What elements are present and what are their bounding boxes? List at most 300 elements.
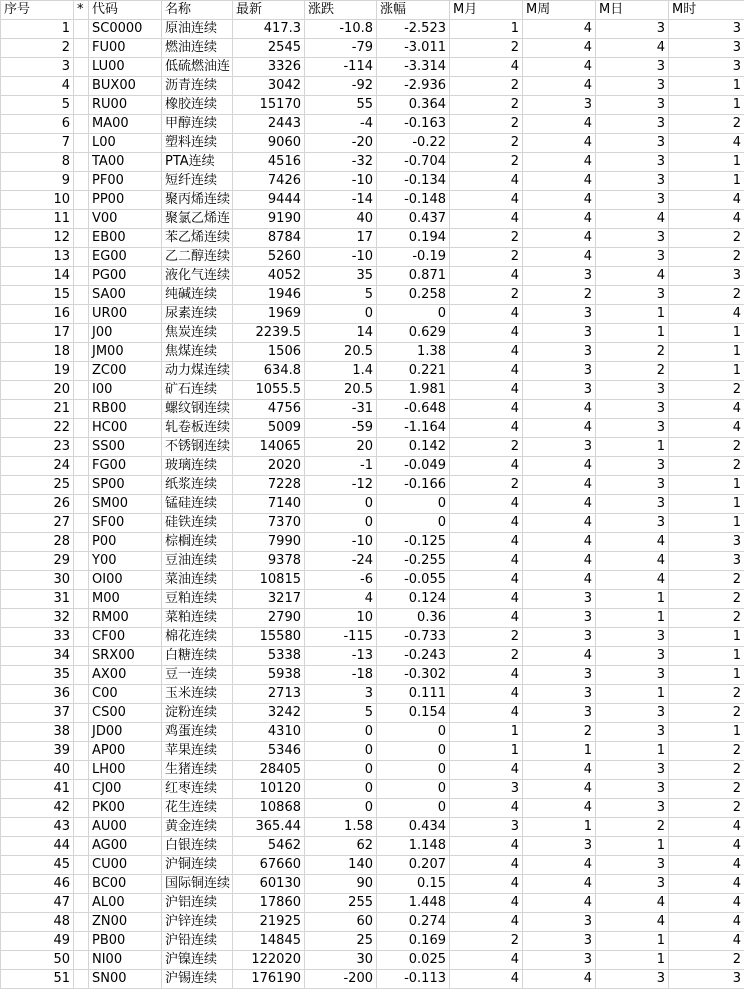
cell-index: 2: [1, 39, 74, 58]
table-row[interactable]: [1, 229, 744, 248]
cell-code: JM00: [89, 343, 162, 362]
table-row[interactable]: [1, 343, 744, 362]
cell-code: AP00: [89, 742, 162, 761]
cell-change: 90: [305, 875, 377, 894]
cell-m-month: 2: [450, 153, 523, 172]
cell-m-month: 4: [450, 495, 523, 514]
table-row[interactable]: [1, 799, 744, 818]
cell-m-hour: 4: [669, 210, 744, 229]
cell-change-pct: 0: [377, 799, 450, 818]
cell-m-day: 3: [596, 115, 669, 134]
cell-code: SC0000: [89, 20, 162, 39]
cell-index: 9: [1, 172, 74, 191]
cell-code: P00: [89, 533, 162, 552]
header-change[interactable]: 涨跌: [305, 1, 377, 20]
cell-change-pct: -0.134: [377, 172, 450, 191]
cell-m-day: 3: [596, 419, 669, 438]
cell-code: AL00: [89, 894, 162, 913]
cell-name: 菜粕连续: [162, 609, 233, 628]
table-row[interactable]: [1, 476, 744, 495]
table-row[interactable]: [1, 590, 744, 609]
cell-star: [74, 780, 89, 799]
cell-m-day: 4: [596, 571, 669, 590]
cell-m-week: 3: [523, 343, 596, 362]
cell-change-pct: -2.523: [377, 20, 450, 39]
cell-m-day: 3: [596, 96, 669, 115]
cell-m-week: 4: [523, 552, 596, 571]
header-m-month[interactable]: M月: [450, 1, 523, 20]
cell-star: [74, 134, 89, 153]
cell-m-hour: 4: [669, 134, 744, 153]
cell-m-week: 4: [523, 875, 596, 894]
cell-m-week: 4: [523, 780, 596, 799]
cell-latest: 9190: [233, 210, 305, 229]
cell-change-pct: 0.434: [377, 818, 450, 837]
cell-star: [74, 267, 89, 286]
cell-m-month: 1: [450, 723, 523, 742]
header-m-day[interactable]: M日: [596, 1, 669, 20]
header-m-hour[interactable]: M时: [669, 1, 744, 20]
cell-index: 15: [1, 286, 74, 305]
header-change-pct[interactable]: 涨幅: [377, 1, 450, 20]
cell-name: 螺纹钢连续: [162, 400, 233, 419]
table-row[interactable]: [1, 324, 744, 343]
table-row[interactable]: [1, 210, 744, 229]
cell-m-day: 1: [596, 609, 669, 628]
table-row[interactable]: [1, 115, 744, 134]
cell-change-pct: 0.15: [377, 875, 450, 894]
cell-m-month: 4: [450, 210, 523, 229]
cell-star: [74, 685, 89, 704]
cell-name: 国际铜连续: [162, 875, 233, 894]
header-code[interactable]: 代码: [89, 1, 162, 20]
cell-m-day: 3: [596, 248, 669, 267]
cell-index: 49: [1, 932, 74, 951]
table-row[interactable]: [1, 875, 744, 894]
cell-m-week: 3: [523, 438, 596, 457]
cell-star: [74, 552, 89, 571]
cell-star: [74, 457, 89, 476]
table-row[interactable]: [1, 172, 744, 191]
cell-m-day: 3: [596, 191, 669, 210]
cell-m-month: 4: [450, 837, 523, 856]
cell-code: FG00: [89, 457, 162, 476]
table-row[interactable]: [1, 20, 744, 39]
table-row[interactable]: [1, 894, 744, 913]
cell-index: 34: [1, 647, 74, 666]
cell-m-hour: 4: [669, 191, 744, 210]
cell-m-hour: 1: [669, 628, 744, 647]
cell-star: [74, 476, 89, 495]
cell-m-month: 4: [450, 856, 523, 875]
cell-index: 32: [1, 609, 74, 628]
table-row[interactable]: [1, 39, 744, 58]
table-row[interactable]: [1, 438, 744, 457]
cell-star: [74, 362, 89, 381]
cell-code: M00: [89, 590, 162, 609]
cell-star: [74, 894, 89, 913]
cell-m-week: 3: [523, 362, 596, 381]
cell-index: 43: [1, 818, 74, 837]
table-row[interactable]: [1, 58, 744, 77]
cell-change-pct: -2.936: [377, 77, 450, 96]
cell-latest: 365.44: [233, 818, 305, 837]
cell-name: 纯碱连续: [162, 286, 233, 305]
cell-change: -79: [305, 39, 377, 58]
cell-code: BC00: [89, 875, 162, 894]
cell-m-hour: 3: [669, 58, 744, 77]
cell-m-day: 3: [596, 704, 669, 723]
cell-name: 鸡蛋连续: [162, 723, 233, 742]
cell-change: -14: [305, 191, 377, 210]
cell-code: JD00: [89, 723, 162, 742]
cell-code: PK00: [89, 799, 162, 818]
cell-name: 动力煤连续: [162, 362, 233, 381]
table-row[interactable]: [1, 495, 744, 514]
cell-name: 沪锡连续: [162, 970, 233, 989]
cell-index: 27: [1, 514, 74, 533]
table-row[interactable]: [1, 419, 744, 438]
cell-change-pct: 0: [377, 761, 450, 780]
cell-m-week: 3: [523, 305, 596, 324]
cell-m-hour: 4: [669, 894, 744, 913]
cell-index: 47: [1, 894, 74, 913]
cell-change-pct: 0.364: [377, 96, 450, 115]
header-latest[interactable]: 最新: [233, 1, 305, 20]
cell-m-month: 4: [450, 894, 523, 913]
cell-m-week: 4: [523, 647, 596, 666]
table-row[interactable]: [1, 685, 744, 704]
cell-name: 原油连续: [162, 20, 233, 39]
cell-m-week: 3: [523, 951, 596, 970]
cell-index: 17: [1, 324, 74, 343]
cell-m-week: 4: [523, 894, 596, 913]
cell-index: 22: [1, 419, 74, 438]
cell-m-hour: 4: [669, 913, 744, 932]
cell-name: 焦炭连续: [162, 324, 233, 343]
cell-code: EG00: [89, 248, 162, 267]
cell-m-week: 4: [523, 248, 596, 267]
table-row[interactable]: [1, 761, 744, 780]
cell-latest: 2020: [233, 457, 305, 476]
cell-name: 沪镍连续: [162, 951, 233, 970]
header-name[interactable]: 名称: [162, 1, 233, 20]
table-row[interactable]: [1, 780, 744, 799]
cell-change: 14: [305, 324, 377, 343]
cell-m-month: 2: [450, 229, 523, 248]
cell-m-day: 1: [596, 324, 669, 343]
cell-m-month: 4: [450, 324, 523, 343]
cell-name: 乙二醇连续: [162, 248, 233, 267]
cell-change: 0: [305, 514, 377, 533]
cell-index: 11: [1, 210, 74, 229]
cell-name: 纸浆连续: [162, 476, 233, 495]
cell-star: [74, 77, 89, 96]
cell-name: 棕榈连续: [162, 533, 233, 552]
cell-change: 17: [305, 229, 377, 248]
cell-change: -10: [305, 533, 377, 552]
table-row[interactable]: [1, 856, 744, 875]
cell-m-hour: 1: [669, 514, 744, 533]
table-row[interactable]: [1, 267, 744, 286]
cell-m-hour: 1: [669, 153, 744, 172]
cell-m-day: 3: [596, 134, 669, 153]
table-row[interactable]: [1, 818, 744, 837]
cell-m-week: 4: [523, 514, 596, 533]
cell-code: SRX00: [89, 647, 162, 666]
cell-star: [74, 210, 89, 229]
cell-change: -1: [305, 457, 377, 476]
table-row[interactable]: [1, 153, 744, 172]
cell-change-pct: 0.629: [377, 324, 450, 343]
cell-m-week: 3: [523, 666, 596, 685]
cell-latest: 28405: [233, 761, 305, 780]
header-index[interactable]: 序号: [1, 1, 74, 20]
cell-star: [74, 628, 89, 647]
cell-m-month: 4: [450, 305, 523, 324]
cell-m-month: 4: [450, 799, 523, 818]
table-row[interactable]: [1, 723, 744, 742]
cell-index: 39: [1, 742, 74, 761]
header-star[interactable]: *: [74, 1, 89, 20]
table-row[interactable]: [1, 970, 744, 989]
cell-m-day: 3: [596, 77, 669, 96]
cell-change: 5: [305, 286, 377, 305]
table-row[interactable]: [1, 837, 744, 856]
table-row[interactable]: [1, 96, 744, 115]
cell-code: V00: [89, 210, 162, 229]
cell-change: 3: [305, 685, 377, 704]
cell-m-hour: 1: [669, 77, 744, 96]
cell-m-week: 4: [523, 229, 596, 248]
table-row[interactable]: [1, 571, 744, 590]
cell-star: [74, 875, 89, 894]
cell-change: -59: [305, 419, 377, 438]
cell-code: EB00: [89, 229, 162, 248]
table-row[interactable]: [1, 913, 744, 932]
cell-star: [74, 286, 89, 305]
table-row[interactable]: [1, 381, 744, 400]
cell-latest: 3217: [233, 590, 305, 609]
cell-index: 51: [1, 970, 74, 989]
cell-m-hour: 1: [669, 476, 744, 495]
cell-m-day: 1: [596, 590, 669, 609]
table-row[interactable]: [1, 666, 744, 685]
cell-m-hour: 4: [669, 305, 744, 324]
table-row[interactable]: [1, 134, 744, 153]
table-row[interactable]: [1, 248, 744, 267]
cell-star: [74, 590, 89, 609]
table-row[interactable]: [1, 77, 744, 96]
cell-m-month: 2: [450, 39, 523, 58]
cell-m-week: 4: [523, 571, 596, 590]
cell-code: SS00: [89, 438, 162, 457]
header-m-week[interactable]: M周: [523, 1, 596, 20]
cell-star: [74, 666, 89, 685]
cell-m-week: 4: [523, 115, 596, 134]
cell-latest: 7140: [233, 495, 305, 514]
cell-m-day: 3: [596, 856, 669, 875]
cell-m-hour: 2: [669, 742, 744, 761]
cell-index: 24: [1, 457, 74, 476]
cell-code: HC00: [89, 419, 162, 438]
cell-name: 豆一连续: [162, 666, 233, 685]
cell-index: 7: [1, 134, 74, 153]
cell-index: 13: [1, 248, 74, 267]
table-row[interactable]: [1, 552, 744, 571]
cell-m-hour: 4: [669, 932, 744, 951]
cell-m-day: 3: [596, 495, 669, 514]
cell-name: 硅铁连续: [162, 514, 233, 533]
cell-change-pct: -0.22: [377, 134, 450, 153]
cell-m-week: 4: [523, 761, 596, 780]
table-row[interactable]: [1, 514, 744, 533]
cell-m-day: 4: [596, 894, 669, 913]
table-row[interactable]: [1, 932, 744, 951]
cell-index: 1: [1, 20, 74, 39]
cell-m-day: 3: [596, 457, 669, 476]
table-row[interactable]: [1, 457, 744, 476]
cell-change: 25: [305, 932, 377, 951]
cell-m-week: 3: [523, 590, 596, 609]
cell-latest: 9060: [233, 134, 305, 153]
cell-code: AG00: [89, 837, 162, 856]
cell-change: 20.5: [305, 381, 377, 400]
cell-m-hour: 2: [669, 571, 744, 590]
table-row[interactable]: [1, 362, 744, 381]
cell-latest: 67660: [233, 856, 305, 875]
table-row[interactable]: [1, 305, 744, 324]
cell-m-hour: 2: [669, 286, 744, 305]
cell-latest: 1946: [233, 286, 305, 305]
cell-index: 40: [1, 761, 74, 780]
table-row[interactable]: [1, 647, 744, 666]
cell-name: 矿石连续: [162, 381, 233, 400]
cell-m-month: 2: [450, 115, 523, 134]
cell-m-hour: 4: [669, 875, 744, 894]
table-row[interactable]: [1, 609, 744, 628]
cell-change-pct: 0.142: [377, 438, 450, 457]
cell-m-day: 3: [596, 780, 669, 799]
cell-m-day: 4: [596, 267, 669, 286]
cell-star: [74, 704, 89, 723]
cell-star: [74, 172, 89, 191]
cell-change-pct: 0.871: [377, 267, 450, 286]
cell-index: 8: [1, 153, 74, 172]
cell-index: 6: [1, 115, 74, 134]
cell-m-month: 2: [450, 134, 523, 153]
cell-change: 20.5: [305, 343, 377, 362]
cell-change: 35: [305, 267, 377, 286]
cell-change-pct: 0.124: [377, 590, 450, 609]
cell-m-month: 2: [450, 286, 523, 305]
cell-star: [74, 837, 89, 856]
cell-star: [74, 609, 89, 628]
cell-latest: 9378: [233, 552, 305, 571]
cell-code: OI00: [89, 571, 162, 590]
table-row[interactable]: [1, 533, 744, 552]
cell-name: 苯乙烯连续: [162, 229, 233, 248]
cell-m-hour: 2: [669, 704, 744, 723]
cell-change-pct: -0.125: [377, 533, 450, 552]
cell-m-week: 3: [523, 324, 596, 343]
cell-code: I00: [89, 381, 162, 400]
cell-star: [74, 343, 89, 362]
cell-code: SM00: [89, 495, 162, 514]
cell-latest: 15580: [233, 628, 305, 647]
cell-name: 白糖连续: [162, 647, 233, 666]
cell-change-pct: -3.314: [377, 58, 450, 77]
cell-index: 21: [1, 400, 74, 419]
cell-code: PP00: [89, 191, 162, 210]
cell-name: 尿素连续: [162, 305, 233, 324]
cell-code: PG00: [89, 267, 162, 286]
cell-m-day: 1: [596, 305, 669, 324]
cell-m-hour: 2: [669, 685, 744, 704]
cell-code: BUX00: [89, 77, 162, 96]
cell-m-week: 3: [523, 609, 596, 628]
cell-change: 0: [305, 761, 377, 780]
cell-latest: 5260: [233, 248, 305, 267]
cell-m-week: 3: [523, 628, 596, 647]
cell-name: 淀粉连续: [162, 704, 233, 723]
cell-change-pct: -0.163: [377, 115, 450, 134]
cell-latest: 15170: [233, 96, 305, 115]
cell-code: MA00: [89, 115, 162, 134]
cell-m-day: 1: [596, 951, 669, 970]
cell-index: 18: [1, 343, 74, 362]
cell-m-day: 2: [596, 818, 669, 837]
cell-m-day: 1: [596, 685, 669, 704]
cell-latest: 4052: [233, 267, 305, 286]
cell-m-month: 4: [450, 913, 523, 932]
cell-m-month: 4: [450, 58, 523, 77]
cell-latest: 3042: [233, 77, 305, 96]
cell-name: 锰硅连续: [162, 495, 233, 514]
cell-latest: 14065: [233, 438, 305, 457]
cell-change: -31: [305, 400, 377, 419]
table-row[interactable]: [1, 742, 744, 761]
cell-m-day: 3: [596, 647, 669, 666]
cell-index: 41: [1, 780, 74, 799]
cell-change-pct: 1.38: [377, 343, 450, 362]
cell-m-month: 1: [450, 20, 523, 39]
cell-m-day: 4: [596, 913, 669, 932]
cell-star: [74, 761, 89, 780]
table-row[interactable]: [1, 191, 744, 210]
cell-change-pct: -0.255: [377, 552, 450, 571]
table-row[interactable]: [1, 286, 744, 305]
cell-change: 60: [305, 913, 377, 932]
cell-change-pct: -0.049: [377, 457, 450, 476]
cell-name: 轧卷板连续: [162, 419, 233, 438]
cell-m-week: 3: [523, 913, 596, 932]
cell-latest: 1506: [233, 343, 305, 362]
table-row[interactable]: [1, 951, 744, 970]
table-row[interactable]: [1, 704, 744, 723]
cell-latest: 2443: [233, 115, 305, 134]
cell-index: 10: [1, 191, 74, 210]
table-row[interactable]: [1, 400, 744, 419]
cell-change-pct: -0.113: [377, 970, 450, 989]
cell-m-week: 4: [523, 476, 596, 495]
cell-index: 45: [1, 856, 74, 875]
table-row[interactable]: [1, 628, 744, 647]
cell-star: [74, 305, 89, 324]
cell-name: 聚氯乙烯连: [162, 210, 233, 229]
cell-star: [74, 856, 89, 875]
cell-change-pct: 0: [377, 723, 450, 742]
